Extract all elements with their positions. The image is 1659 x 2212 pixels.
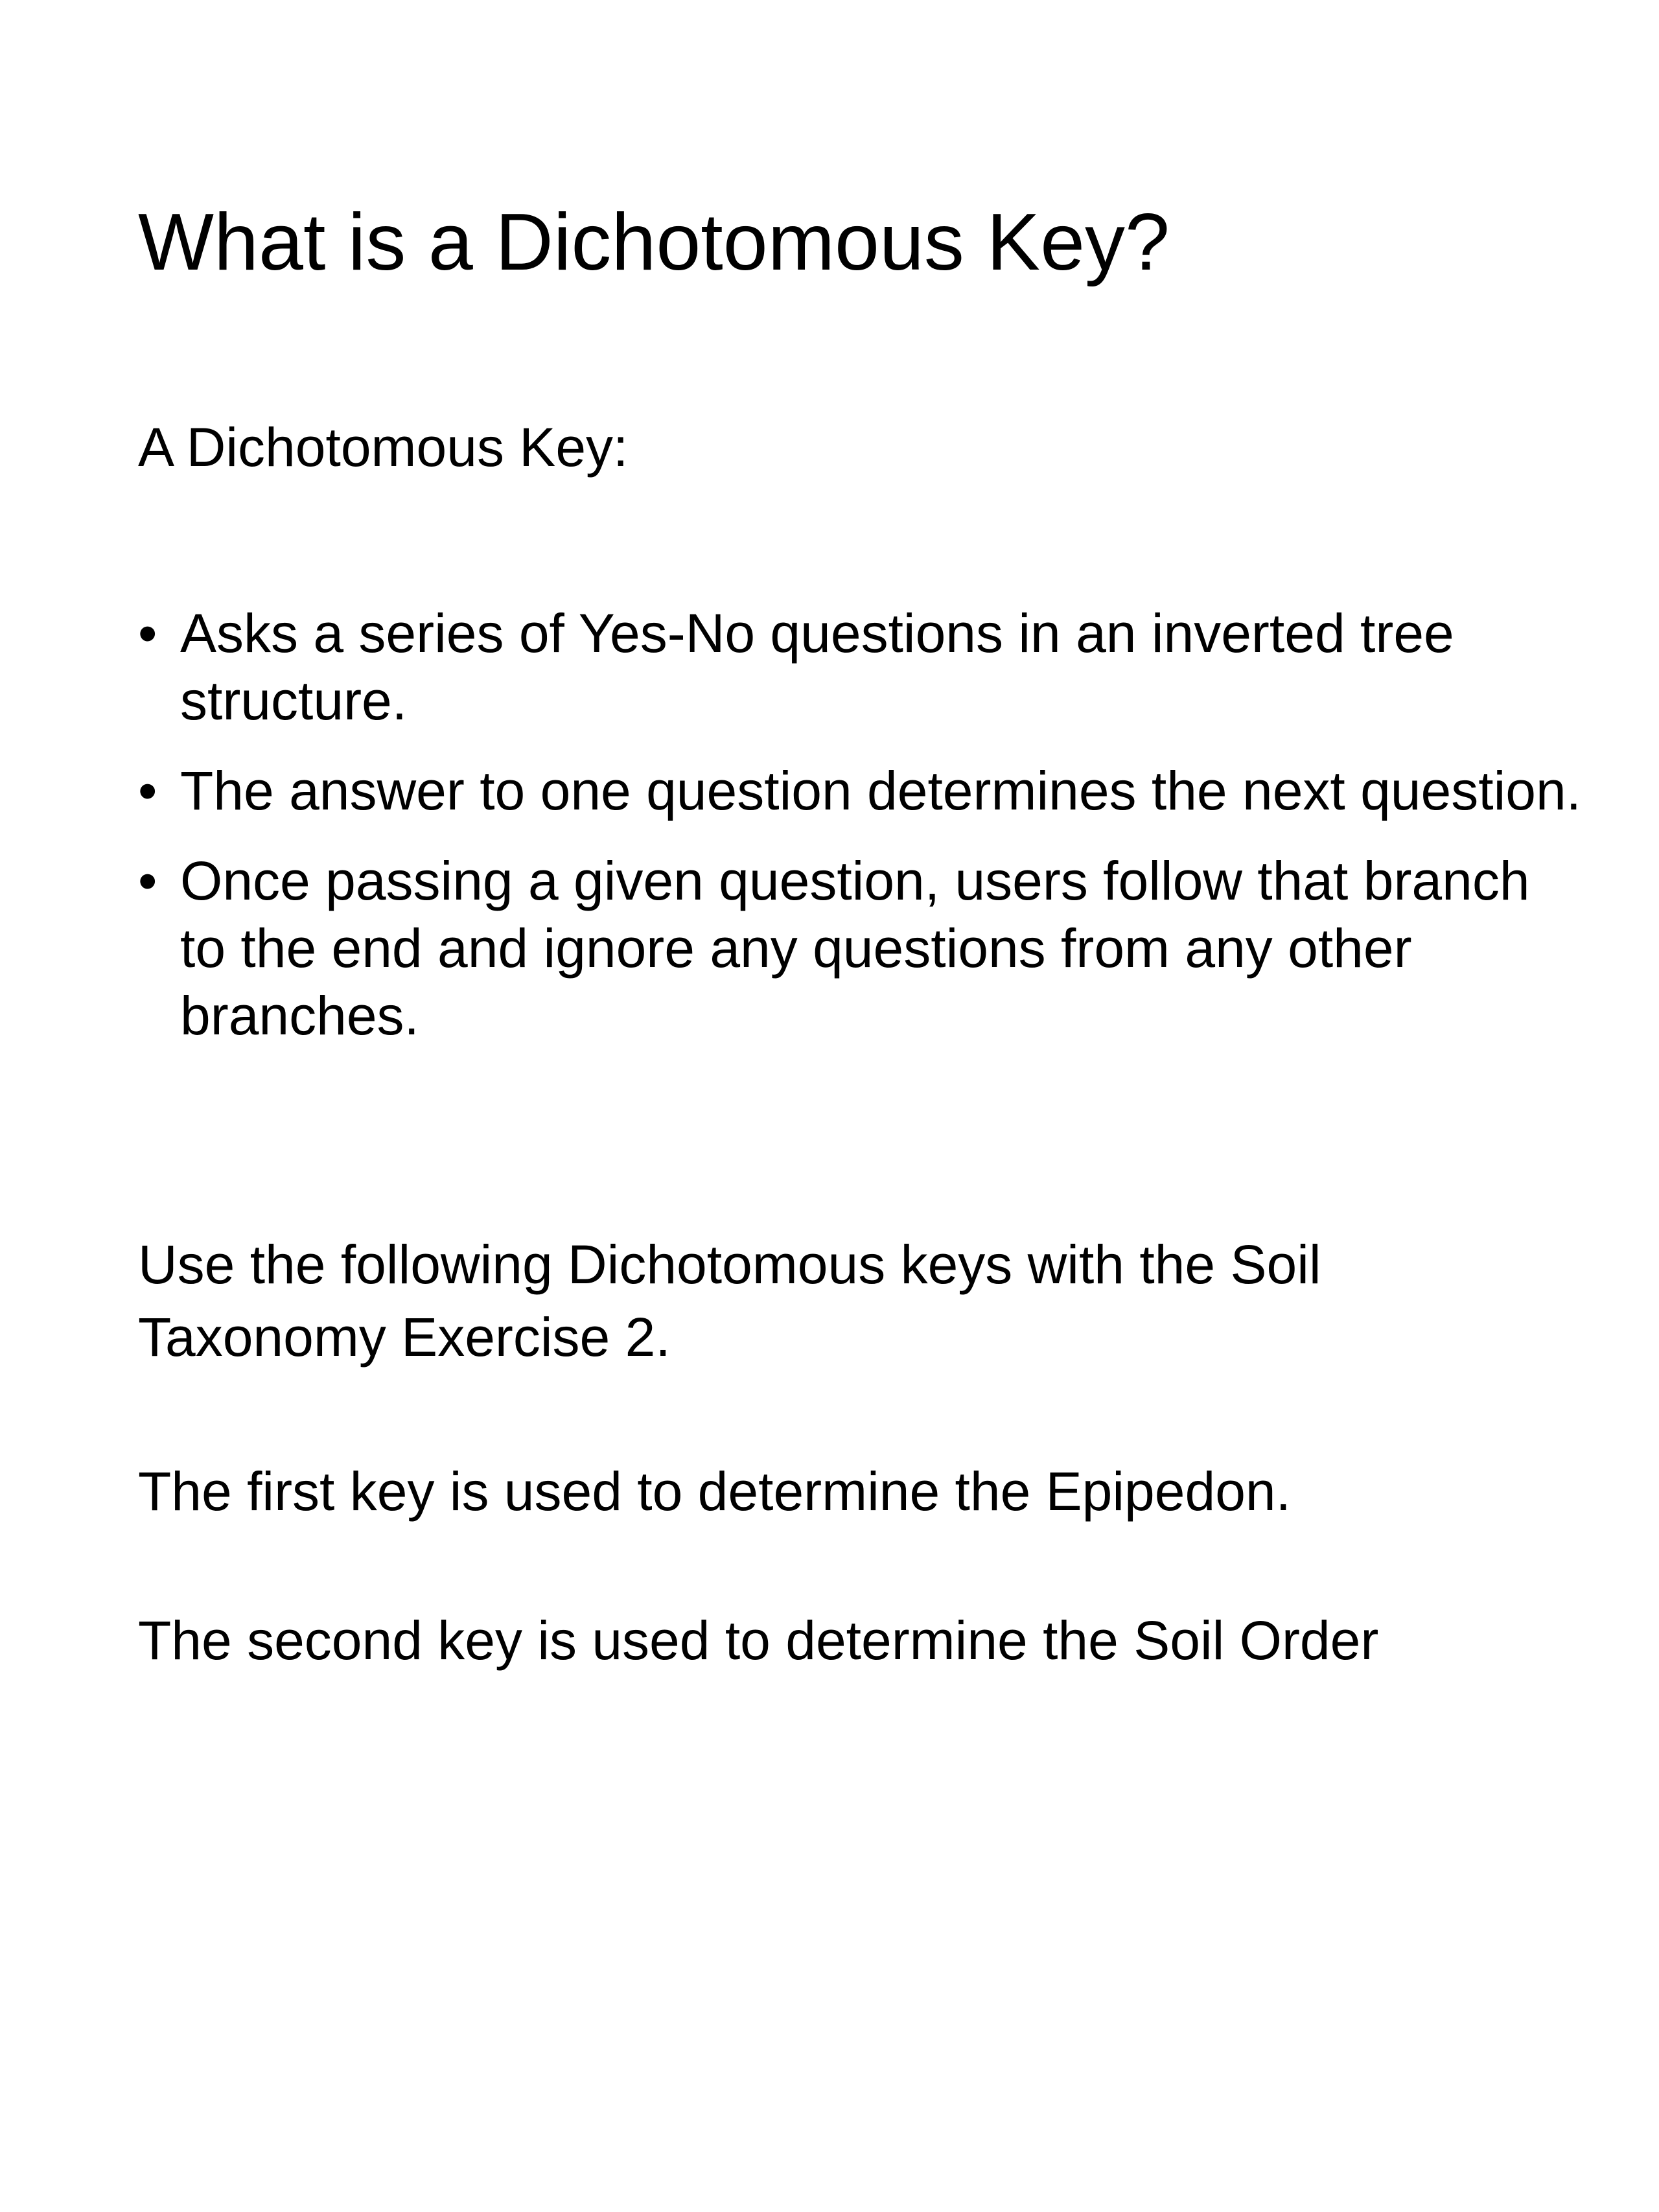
bullet-list <box>138 600 1583 1072</box>
bullet-item <box>138 600 1583 734</box>
first-key-paragraph: The first key is used to determine the Epipedon. <box>138 1461 1291 1522</box>
second-key-paragraph: The second key is used to determine the Soil Order <box>138 1610 1379 1671</box>
bullet-icon: • <box>138 850 157 911</box>
slide-title: What is a Dichotomous Key? <box>138 198 1170 287</box>
instruction-paragraph: Use the following Dichotomous keys with the Soil Taxonomy Exercise 2. <box>138 1234 1321 1368</box>
bullet-icon: • <box>138 760 157 821</box>
bullet-text: Asks a series of Yes-No questions in an inverted tree structure. <box>180 603 1454 731</box>
slide-subtitle: A Dichotomous Key: <box>138 417 629 478</box>
bullet-item <box>138 757 1583 824</box>
bullet-item <box>138 847 1583 1049</box>
bullet-icon: • <box>138 603 157 664</box>
bullet-text: Once passing a given question, users follow that branch to the end and ignore any questions from any other branches. <box>180 850 1530 1046</box>
bullet-text: The answer to one question determines the next question. <box>180 760 1582 821</box>
